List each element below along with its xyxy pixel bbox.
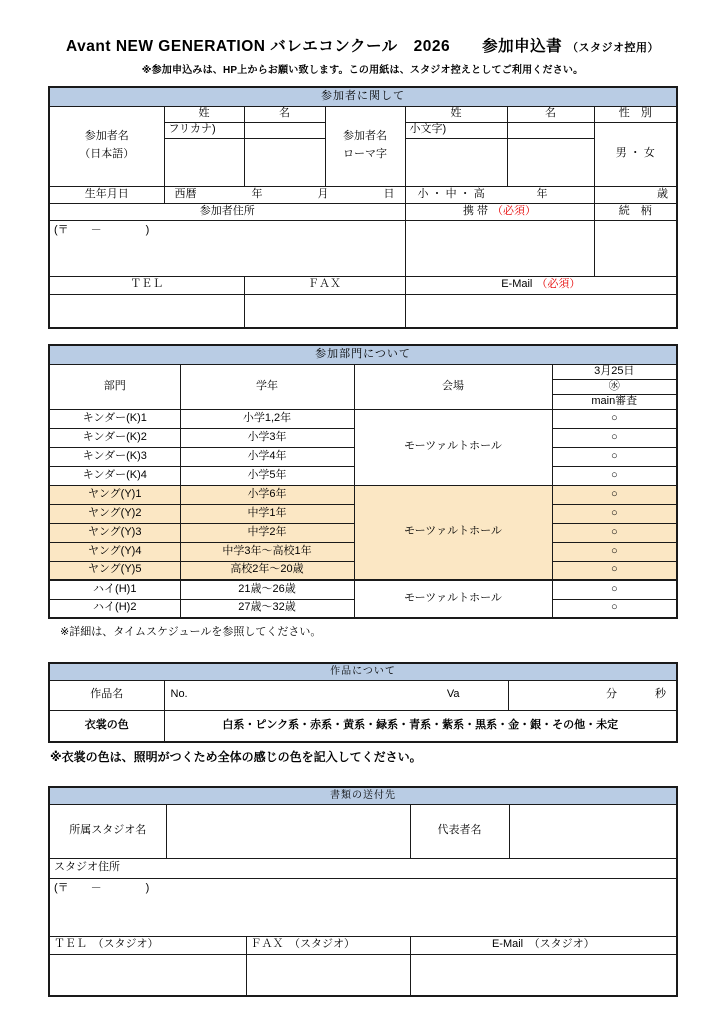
work-title-label: 作品名: [49, 680, 164, 710]
category-row: キンダー(K)1 小学1,2年 モーツァルトホール ○: [49, 409, 677, 428]
month-label: 月: [317, 187, 329, 200]
mobile-required-badge: （必須）: [492, 204, 537, 217]
surname-jp-header: 姓: [164, 106, 244, 122]
participant-table: [48, 86, 678, 329]
participant-section-header: 参加者に関して: [49, 87, 677, 106]
mobile-entry-cell: [405, 220, 594, 276]
studio-tel-header: ＴＥＬ （スタジオ）: [49, 936, 246, 954]
postal-placeholder: (〒 － ): [54, 223, 150, 236]
costume-note: ※衣裳の色は、照明がつくため全体の感じの色を記入してください。: [50, 750, 422, 764]
review-header: main審査: [552, 394, 677, 409]
studio-name-entry-cell: [166, 804, 410, 858]
costume-color-options: 白系・ピンク系・赤系・黄系・緑系・青系・紫系・黒系・金・銀・その他・未定: [164, 710, 677, 742]
tel-header: ＴＥＬ: [49, 276, 244, 294]
date-header: 3月25日: [552, 364, 677, 379]
category-row: キンダー(K)2 小学3年 ○: [49, 428, 677, 447]
fax-entry-cell: [244, 294, 405, 328]
school-level-label: 小 ・ 中 ・ 高: [417, 187, 485, 200]
work-no-label: No.: [170, 688, 188, 701]
destination-section-header: 書類の送付先: [49, 787, 677, 804]
studio-address-entry-cell: [49, 878, 677, 936]
givenname-jp-header: 名: [244, 106, 325, 122]
lowercase-given-cell: [507, 122, 594, 138]
category-row-highlighted: ヤング(Y)1 小学6年 モーツァルトホール ○: [49, 485, 677, 504]
studio-fax-header: ＦＡＸ （スタジオ）: [246, 936, 410, 954]
studio-email-header: E-Mail （スタジオ）: [410, 936, 677, 954]
age-label: 歳: [594, 186, 677, 203]
day-label: 日: [383, 187, 395, 200]
year-label: 年: [251, 187, 263, 200]
form-title: [0, 0, 725, 56]
category-row: キンダー(K)4 小学5年 ○: [49, 466, 677, 485]
surname-roman-header: 姓: [405, 106, 507, 122]
schedule-note: ※詳細は、タイムスケジュールを参照してください。: [60, 626, 322, 638]
gender-options-cell: 男 ・ 女: [594, 122, 677, 186]
venue-high-cell: モーツァルトホール: [354, 580, 552, 618]
category-row-highlighted: ヤング(Y)5 高校2年～20歳 ○: [49, 561, 677, 580]
participation-mark: ○: [552, 428, 677, 447]
participation-mark: ○: [552, 409, 677, 428]
email-entry-cell: [405, 294, 677, 328]
representative-entry-cell: [509, 804, 677, 858]
birthdate-label: 生年月日: [49, 186, 164, 203]
studio-address-label: スタジオ住所: [49, 858, 677, 878]
school-entry-cell: [405, 186, 594, 203]
form-content: [48, 86, 676, 997]
relation-entry-cell: [594, 220, 677, 276]
givenname-jp-cell: [244, 138, 325, 186]
participation-mark: ○: [552, 580, 677, 599]
studio-name-label: 所属スタジオ名: [49, 804, 166, 858]
participation-mark: ○: [552, 561, 677, 580]
gender-header: 性 別: [594, 106, 677, 122]
givenname-roman-header: 名: [507, 106, 594, 122]
address-entry-cell: [49, 220, 405, 276]
participation-mark: ○: [552, 599, 677, 618]
participation-mark: ○: [552, 504, 677, 523]
school-year-label: 年: [536, 187, 548, 200]
surname-roman-cell: [405, 138, 507, 186]
grade-header: 学年: [180, 364, 354, 409]
participation-mark: ○: [552, 485, 677, 504]
work-va-label: Va: [446, 688, 460, 701]
work-title-entry-cell: [164, 680, 508, 710]
participation-mark: ○: [552, 466, 677, 485]
name-roman-label: 参加者名 ローマ字: [325, 106, 405, 186]
furigana-label: フリカナ): [164, 122, 244, 138]
venue-young-cell: モーツァルトホール: [354, 485, 552, 580]
destination-table: [48, 786, 678, 997]
studio-fax-entry-cell: [246, 954, 410, 996]
email-header: E-Mail （必須）: [405, 276, 677, 294]
work-table: [48, 662, 678, 743]
address-header: 参加者住所: [49, 203, 405, 220]
form-title-suffix: （スタジオ控用）: [566, 42, 659, 54]
surname-jp-cell: [164, 138, 244, 186]
studio-email-entry-cell: [410, 954, 677, 996]
tel-entry-cell: [49, 294, 244, 328]
categories-section-header: 参加部門について: [49, 345, 677, 364]
mobile-header: 携 帯 （必須）: [405, 203, 594, 220]
work-section-header: 作品について: [49, 663, 677, 680]
representative-label: 代表者名: [410, 804, 509, 858]
category-row: ハイ(H)2 27歳～32歳 ○: [49, 599, 677, 618]
relation-header: 続 柄: [594, 203, 677, 220]
category-row-highlighted: ヤング(Y)2 中学1年 ○: [49, 504, 677, 523]
form-title-text: Avant NEW GENERATION バレエコンクール 2026 参加申込書: [66, 38, 563, 55]
category-row-highlighted: ヤング(Y)3 中学2年 ○: [49, 523, 677, 542]
givenname-roman-cell: [507, 138, 594, 186]
venue-header: 会場: [354, 364, 552, 409]
costume-color-label: 衣裳の色: [49, 710, 164, 742]
participation-mark: ○: [552, 542, 677, 561]
furigana-given-cell: [244, 122, 325, 138]
participation-mark: ○: [552, 523, 677, 542]
fax-header: ＦＡＸ: [244, 276, 405, 294]
name-jp-label: 参加者名 （日本語）: [49, 106, 164, 186]
seconds-label: 秒: [655, 688, 667, 701]
participation-mark: ○: [552, 447, 677, 466]
division-header: 部門: [49, 364, 180, 409]
form-subtitle: ※参加申込みは、HP上からお願い致します。この用紙は、スタジオ控えとしてご利用ください。: [141, 65, 584, 76]
venue-kinder-cell: モーツァルトホール: [354, 409, 552, 485]
category-row: キンダー(K)3 小学4年 ○: [49, 447, 677, 466]
category-row-highlighted: ヤング(Y)4 中学3年～高校1年 ○: [49, 542, 677, 561]
birthdate-entry-cell: [164, 186, 405, 203]
era-label: 西暦: [174, 187, 197, 200]
studio-postal-placeholder: (〒 － ): [54, 881, 150, 894]
duration-entry-cell: [508, 680, 677, 710]
categories-table: [48, 344, 678, 619]
lowercase-label: 小文字): [405, 122, 507, 138]
category-row: ハイ(H)1 21歳～26歳 モーツァルトホール ○: [49, 580, 677, 599]
weekday-header: ㊌: [552, 379, 677, 394]
studio-tel-entry-cell: [49, 954, 246, 996]
email-required-badge: （必須）: [536, 278, 581, 291]
minutes-label: 分: [606, 688, 618, 701]
